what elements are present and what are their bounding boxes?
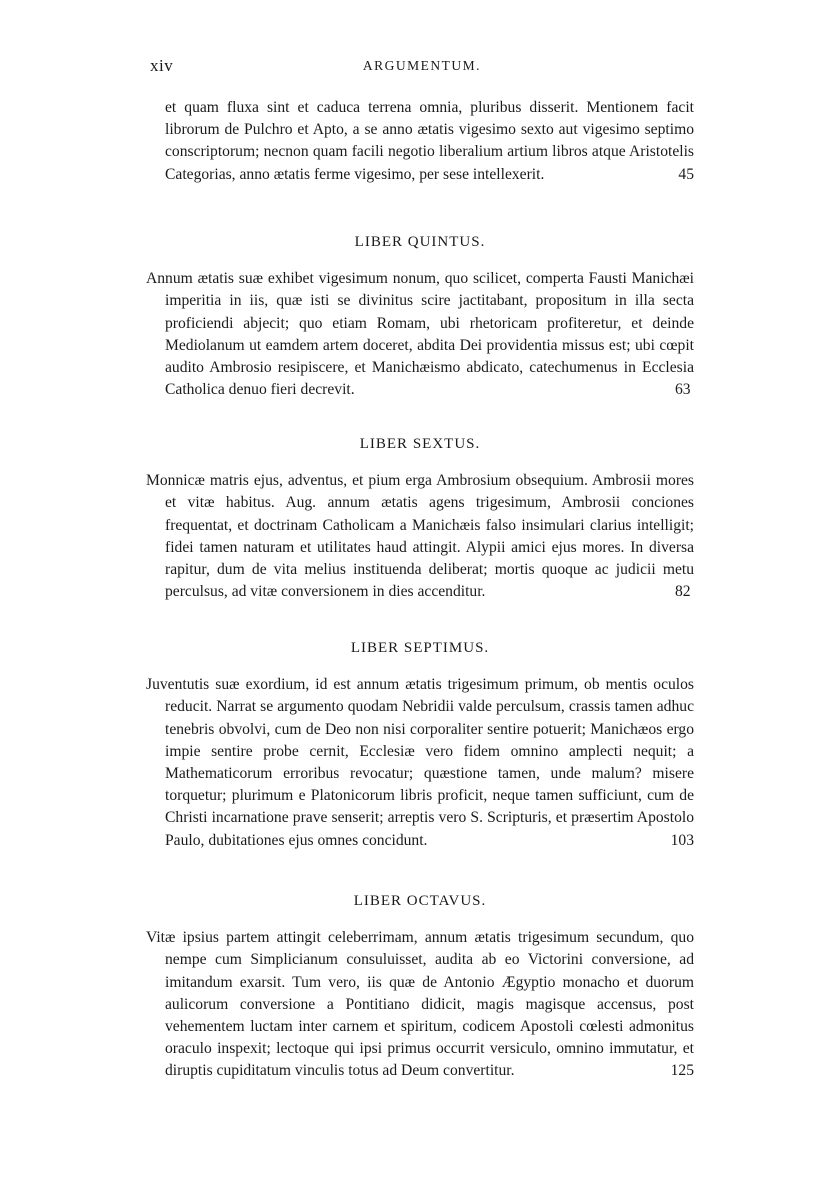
argument-paragraph: Annum ætatis suæ exhibet vigesimum nonum, quo scilicet, comperta Fausti Manichæi imperitia in iis, quæ isti se divinitus scire jactitabant, propositum in illa secta proficiendi abjecit; quo etiam Romam, ubi rhetoricam profiteretur, et deinde Mediolanum ut eamdem artem doceret, abdita Dei providentia missus est; ubi cœpit audito Ambrosio resipiscere, et Manichæismo abdicato, catechumenus in Ecclesia Catholica denuo fieri decrevit. 63 [146,270,694,399]
argument-text: Juventutis suæ exordium, id est annum ætatis trigesimum primum, ob mentis oculos reducit. Narrat se argumento quodam Nebridii valde perculsum, crassis tamen adhuc tenebris obvolvi, cum de Deo non nisi corporaliter sentire potuerit; Manichæos ergo impie sentire probe cernit, Ecclesiæ vero fidem omnino amplecti nequit; a Mathematicorum erroribus revocatur; quæstione tamen, unde malum? misere torquetur; plurimum e Platonicorum libris proficit, neque tamen sufficiunt, cum de Christi incarnatione prave senserit; arreptis vero S. Scripturis, et præsertim Apostolo Paulo, dubitationes ejus omnes concidunt. [146,676,694,849]
section-liber-quintus [146,231,694,401]
page-reference: 103 [670,831,694,849]
section-liber-sextus [146,433,694,603]
page-reference: 125 [670,1062,694,1080]
section-intro-continuation [146,97,694,186]
section-heading: LIBER OCTAVUS. [353,893,487,909]
section-liber-septimus [146,637,694,852]
argument-text: Annum ætatis suæ exhibet vigesimum nonum, quo scilicet, comperta Fausti Manichæi imperitia in iis, quæ isti se divinitus scire jactitabant, propositum in illa secta proficiendi abjecit; quo etiam Romam, ubi rhetoricam profiteretur, et deinde Mediolanum ut eamdem artem doceret, abdita Dei providentia missus est; ubi cœpit audito Ambrosio resipiscere, et Manichæismo abdicato, catechumenus in Ecclesia Catholica denuo fieri decrevit. [146,270,694,399]
argument-paragraph [146,97,694,186]
argument-text: et quam fluxa sint et caduca terrena omnia, pluribus disserit. Mentionem facit librorum de Pulchro et Apto, a se anno ætatis vigesimo sexto aut vigesimo septimo conscriptorum; necnon quam facili negotio liberalium artium libros atque Aristotelis Categorias, anno ætatis ferme vigesimo, per sese intellexerit. [165,99,694,183]
page-reference: 45 [678,165,694,183]
section-heading: LIBER SEXTUS. [359,436,481,452]
section-heading: LIBER SEPTIMUS. [350,640,490,656]
folio-number: xiv [150,56,174,75]
page-header [150,56,694,80]
argument-text: Vitæ ipsius partem attingit celeberrimam, annum ætatis trigesimum secundum, quo nempe cum Simplicianum consuluisset, audita ab eo Victorini conversione, ad imitandum exarsit. Tum vero, iis quæ de Antonio Ægyptio monacho et duorum aulicorum conversione a Pontitiano didicit, magis magisque accensus, post vehementem luctam inter carnem et spiritum, codicem Apostoli cœlesti admonitus oraculo inspexit; lectoque qui ipsi primus occurrit versiculo, omnino immutatur, et diruptis cupiditatum vinculis totus ad Deum convertitur. [146,929,694,1080]
argument-paragraph [146,674,694,852]
running-title: ARGUMENTUM. [362,58,482,73]
section-heading: LIBER QUINTUS. [354,234,486,250]
argument-paragraph [146,927,694,1082]
argument-paragraph: Monnicæ matris ejus, adventus, et pium erga Ambrosium obsequium. Ambrosii mores et vitæ habitus. Aug. annum ætatis agens trigesimum, Ambrosii conciones frequentat, et doctrinam Catholicam a Manichæis falso insimulari clarius intelligit; fidei tamen naturam et utilitates haud attingit. Alypii amici ejus mores. In diversa rapitur, dum de vita melius instituenda deliberat; mortis quoque ac judicii metu perculsus, ad vitæ conversionem in dies accenditur. 82 [146,472,694,601]
argument-text: Monnicæ matris ejus, adventus, et pium erga Ambrosium obsequium. Ambrosii mores et vitæ habitus. Aug. annum ætatis agens trigesimum, Ambrosii conciones frequentat, et doctrinam Catholicam a Manichæis falso insimulari clarius intelligit; fidei tamen naturam et utilitates haud attingit. Alypii amici ejus mores. In diversa rapitur, dum de vita melius instituenda deliberat; mortis quoque ac judicii metu perculsus, ad vitæ conversionem in dies accenditur. [146,472,694,601]
section-liber-octavus [146,890,694,1083]
